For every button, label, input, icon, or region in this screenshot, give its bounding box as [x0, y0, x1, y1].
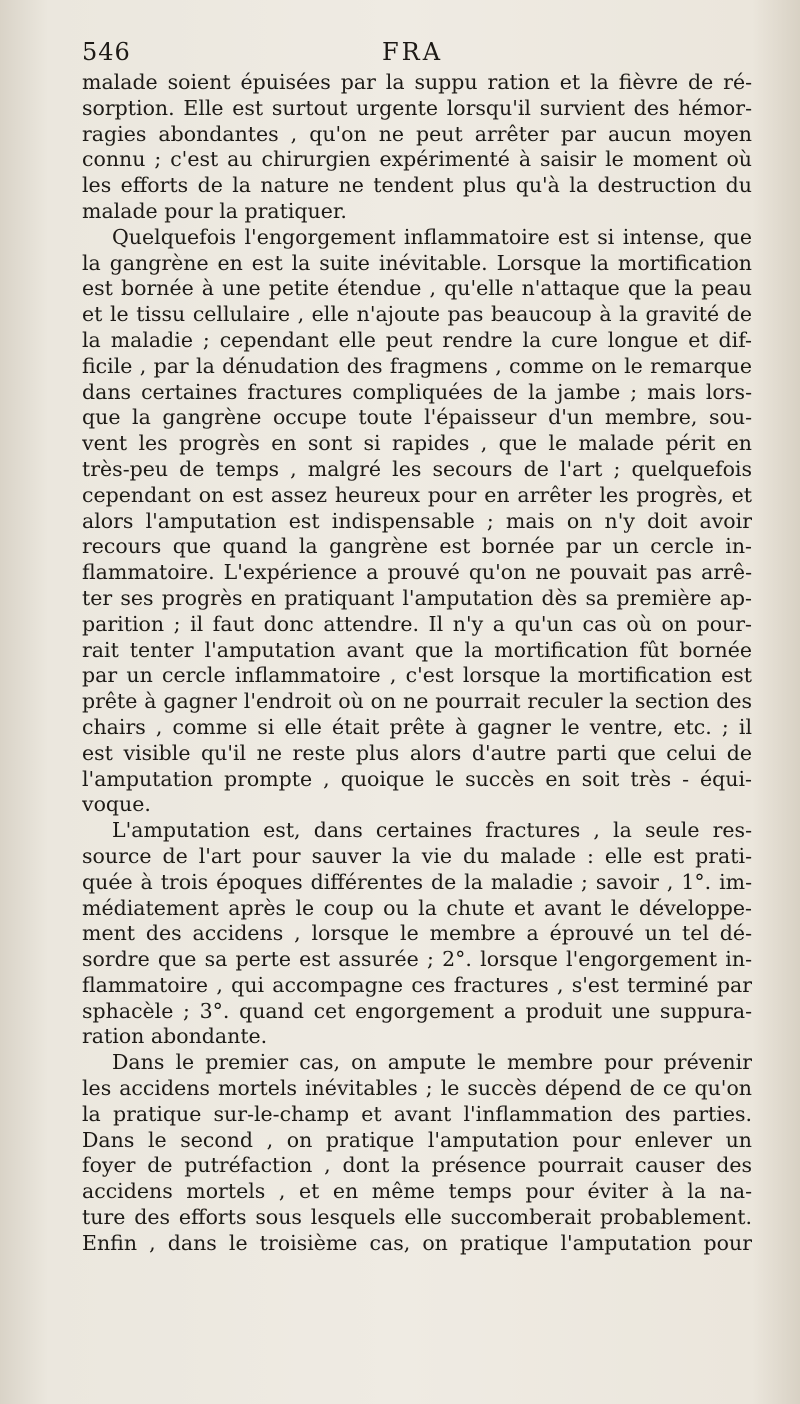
paragraph-2	[82, 225, 752, 818]
text-line: la gangrène en est la suite inévitable. Lorsque la mortification	[82, 250, 752, 275]
text-line: par un cercle inflammatoire , c'est lorsque la mortification est	[82, 663, 752, 688]
text-line: est bornée à une petite étendue , qu'elle n'attaque que la peau	[82, 276, 752, 301]
text-line: voque.	[82, 792, 151, 817]
text-line: malade pour la pratiquer.	[82, 198, 347, 223]
text-line: ter ses progrès en pratiquant l'amputation dès sa première ap-	[82, 585, 752, 610]
text-line: Dans le second , on pratique l'amputation pour enlever un	[82, 1127, 752, 1152]
text-line: la pratique sur-le-champ et avant l'inflammation des parties.	[82, 1101, 752, 1126]
text-line: la maladie ; cependant elle peut rendre la cure longue et dif-	[82, 327, 752, 352]
text-line: malade soient épuisées par la suppu ration et la fièvre de ré-	[82, 70, 752, 94]
text-line: source de l'art pour sauver la vie du malade : elle est prati-	[82, 843, 752, 868]
text-line: chairs , comme si elle était prête à gagner le ventre, etc. ; il	[82, 714, 752, 739]
text-line: flammatoire , qui accompagne ces fractures , s'est terminé par	[82, 972, 752, 997]
text-line: rait tenter l'amputation avant que la mortification fût bornée	[82, 637, 752, 662]
running-head: FRA	[382, 38, 444, 66]
paragraph-1	[82, 70, 752, 225]
text-line: et le tissu cellulaire , elle n'ajoute pas beaucoup à la gravité de	[82, 302, 752, 327]
text-line: recours que quand la gangrène est bornée par un cercle in-	[82, 534, 752, 559]
text-line: alors l'amputation est indispensable ; mais on n'y doit avoir	[82, 508, 752, 533]
text-line: Enfin , dans le troisième cas, on pratique l'amputation pour	[82, 1230, 752, 1255]
text-line: sorption. Elle est surtout urgente lorsqu'il survient des hémor-	[82, 95, 752, 120]
paragraph-4	[82, 1050, 752, 1256]
text-line: l'amputation prompte , quoique le succès en soit très - équi-	[82, 766, 752, 791]
text-line: L'amputation est, dans certaines fractures , la seule res-	[112, 818, 752, 843]
text-line: Quelquefois l'engorgement inflammatoire est si intense, que	[112, 224, 752, 249]
text-line: les efforts de la nature ne tendent plus qu'à la destruction du	[82, 173, 752, 198]
text-line: foyer de putréfaction , dont la présence pourrait causer des	[82, 1153, 752, 1178]
text-line: ment des accidens , lorsque le membre a éprouvé un tel dé-	[82, 921, 752, 946]
text-line: sphacèle ; 3°. quand cet engorgement a produit une suppura-	[82, 998, 752, 1023]
text-line: cependant on est assez heureux pour en arrêter les progrès, et	[82, 482, 752, 507]
text-line: prête à gagner l'endroit où on ne pourrait reculer la section des	[82, 689, 752, 714]
text-line: les accidens mortels inévitables ; le succès dépend de ce qu'on	[82, 1076, 752, 1101]
text-line: que la gangrène occupe toute l'épaisseur d'un membre, sou-	[82, 405, 752, 430]
text-line: médiatement après le coup ou la chute et avant le développe-	[82, 895, 752, 920]
page-number: 546	[82, 38, 131, 66]
text-line: vent les progrès en sont si rapides , que le malade périt en	[82, 431, 752, 456]
text-line: sordre que sa perte est assurée ; 2°. lorsque l'engorgement in-	[82, 947, 752, 972]
paragraph-3	[82, 818, 752, 1050]
body-text	[82, 70, 752, 1257]
text-line: quée à trois époques différentes de la maladie ; savoir , 1°. im-	[82, 869, 752, 894]
text-line: accidens mortels , et en même temps pour éviter à la na-	[82, 1179, 752, 1204]
text-line: connu ; c'est au chirurgien expérimenté à saisir le moment où	[82, 147, 752, 172]
text-line: ficile , par la dénudation des fragmens , comme on le remarque	[82, 353, 752, 378]
text-line: ragies abondantes , qu'on ne peut arrêter par aucun moyen	[82, 121, 752, 146]
text-line: très-peu de temps , malgré les secours de l'art ; quelquefois	[82, 456, 752, 481]
text-line: dans certaines fractures compliquées de la jambe ; mais lors-	[82, 379, 752, 404]
text-line: parition ; il faut donc attendre. Il n'y a qu'un cas où on pour-	[82, 611, 752, 636]
text-line: ration abondante.	[82, 1024, 268, 1049]
text-line: ture des efforts sous lesquels elle succomberait probablement.	[82, 1205, 752, 1230]
page-header	[82, 38, 752, 66]
text-line: flammatoire. L'expérience a prouvé qu'on ne pouvait pas arrê-	[82, 560, 752, 585]
text-line: est visible qu'il ne reste plus alors d'autre parti que celui de	[82, 740, 752, 765]
text-line: Dans le premier cas, on ampute le membre pour prévenir	[112, 1050, 752, 1075]
